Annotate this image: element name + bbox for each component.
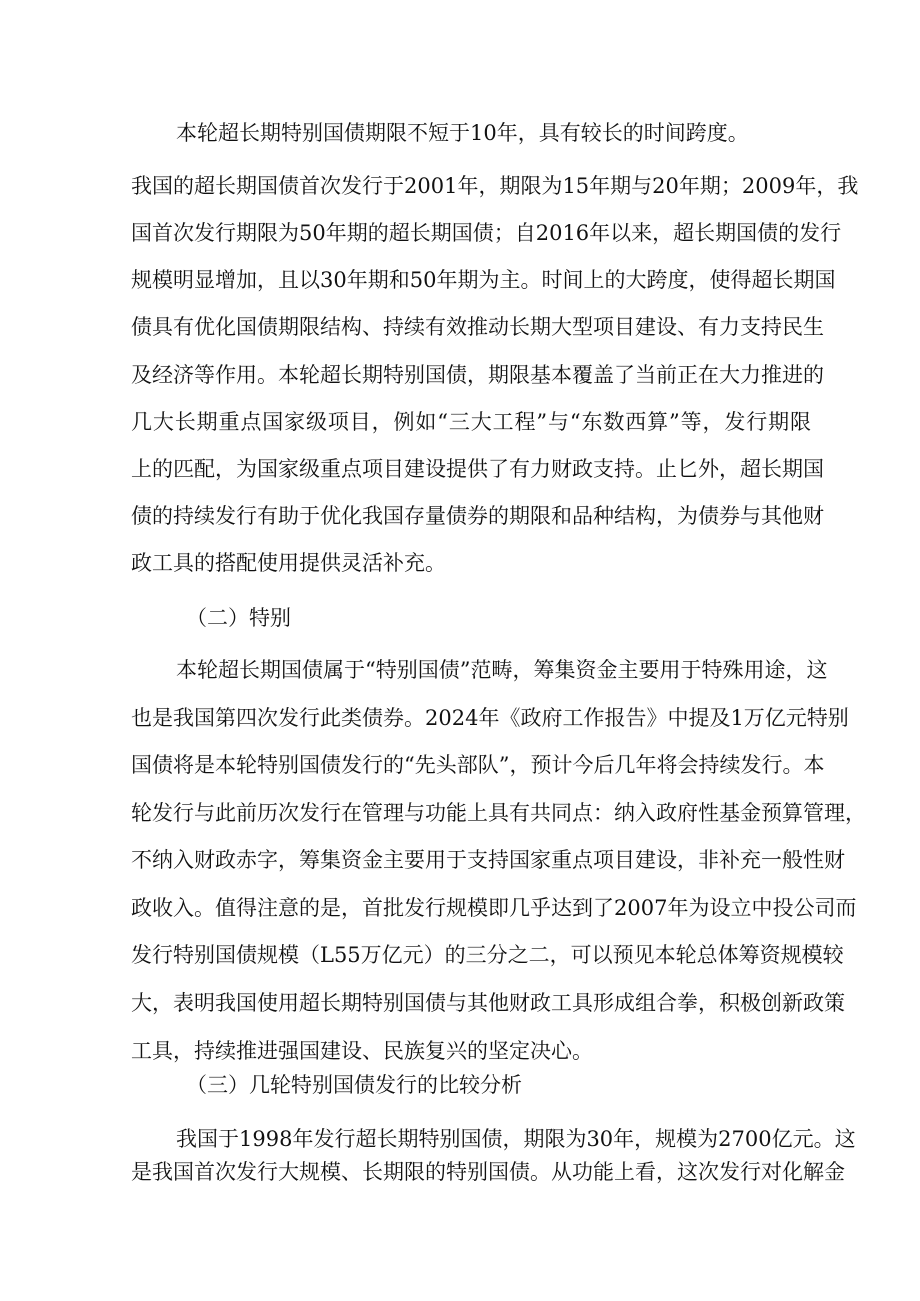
paragraph-2-line-8: 债的持续发行有助于优化我国存量债券的期限和品种结构，为债券与其他财 — [131, 504, 824, 528]
paragraph-3-line-9: 工具，持续推进强国建设、民族复兴的坚定决心。 — [131, 1039, 593, 1063]
paragraph-3-line-1: 本轮超长期国债属于“特别国债”范畴，筹集资金主要用于特殊用途，这 — [176, 658, 828, 682]
paragraph-2-line-7: 上的匹配，为国家级重点项目建设提供了有力财政支持。止匕外，超长期国 — [131, 457, 824, 481]
paragraph-4-line-1: 我国于1998年发行超长期特别国债，期限为30年，规模为2700亿元。这 — [176, 1127, 856, 1151]
paragraph-3-line-6: 政收入。值得注意的是，首批发行规模即几乎达到了2007年为设立中投公司而 — [131, 896, 857, 920]
paragraph-3-line-3: 国债将是本轮特别国债发行的“先头部队”，预计今后几年将会持续发行。本 — [131, 753, 825, 777]
paragraph-3-line-8: 大，表明我国使用超长期特别国债与其他财政工具形成组合拳，积极创新政策 — [131, 991, 845, 1015]
paragraph-3-line-7: 发行特别国债规模（L55万亿元）的三分之二，可以预见本轮总体筹资规模较 — [131, 943, 844, 967]
paragraph-2-line-3: 规模明显增加，且以30年期和50年期为主。时间上的大跨度，使得超长期国 — [131, 268, 836, 292]
paragraph-2-line-9: 政工具的搭配使用提供灵活补充。 — [131, 551, 446, 575]
paragraph-2-line-5: 及经济等作用。本轮超长期特别国债，期限基本覆盖了当前正在大力推进的 — [131, 363, 824, 387]
paragraph-3-line-5: 不纳入财政赤字，筹集资金主要用于支持国家重点项目建设，非补充一般性财 — [131, 848, 845, 872]
paragraph-1-line-1: 本轮超长期特别国债期限不短于10年，具有较长的时间跨度。 — [176, 121, 749, 145]
paragraph-2-line-2: 国首次发行期限为50年期的超长期国债；自2016年以来，超长期国债的发行 — [131, 221, 842, 245]
paragraph-3-line-4: 轮发行与此前历次发行在管理与功能上具有共同点：纳入政府性基金预算管理， — [131, 801, 866, 825]
paragraph-2-line-6: 几大长期重点国家级项目，例如“三大工程”与“东数西算”等，发行期限 — [131, 410, 811, 434]
paragraph-3-line-2: 也是我国第四次发行此类债券。2024年《政府工作报告》中提及1万亿元特别 — [131, 706, 849, 730]
section-heading-comparison: （三）几轮特别国债发行的比较分析 — [186, 1073, 522, 1097]
section-heading-special: （二）特别 — [186, 606, 291, 630]
paragraph-4-line-2: 是我国首次发行大规模、长期限的特别国债。从功能上看，这次发行对化解金 — [131, 1160, 845, 1184]
paragraph-2-line-1: 我国的超长期国债首次发行于2001年，期限为15年期与20年期；2009年，我 — [131, 174, 859, 198]
paragraph-2-line-4: 债具有优化国债期限结构、持续有效推动长期大型项目建设、有力支持民生 — [131, 315, 824, 339]
